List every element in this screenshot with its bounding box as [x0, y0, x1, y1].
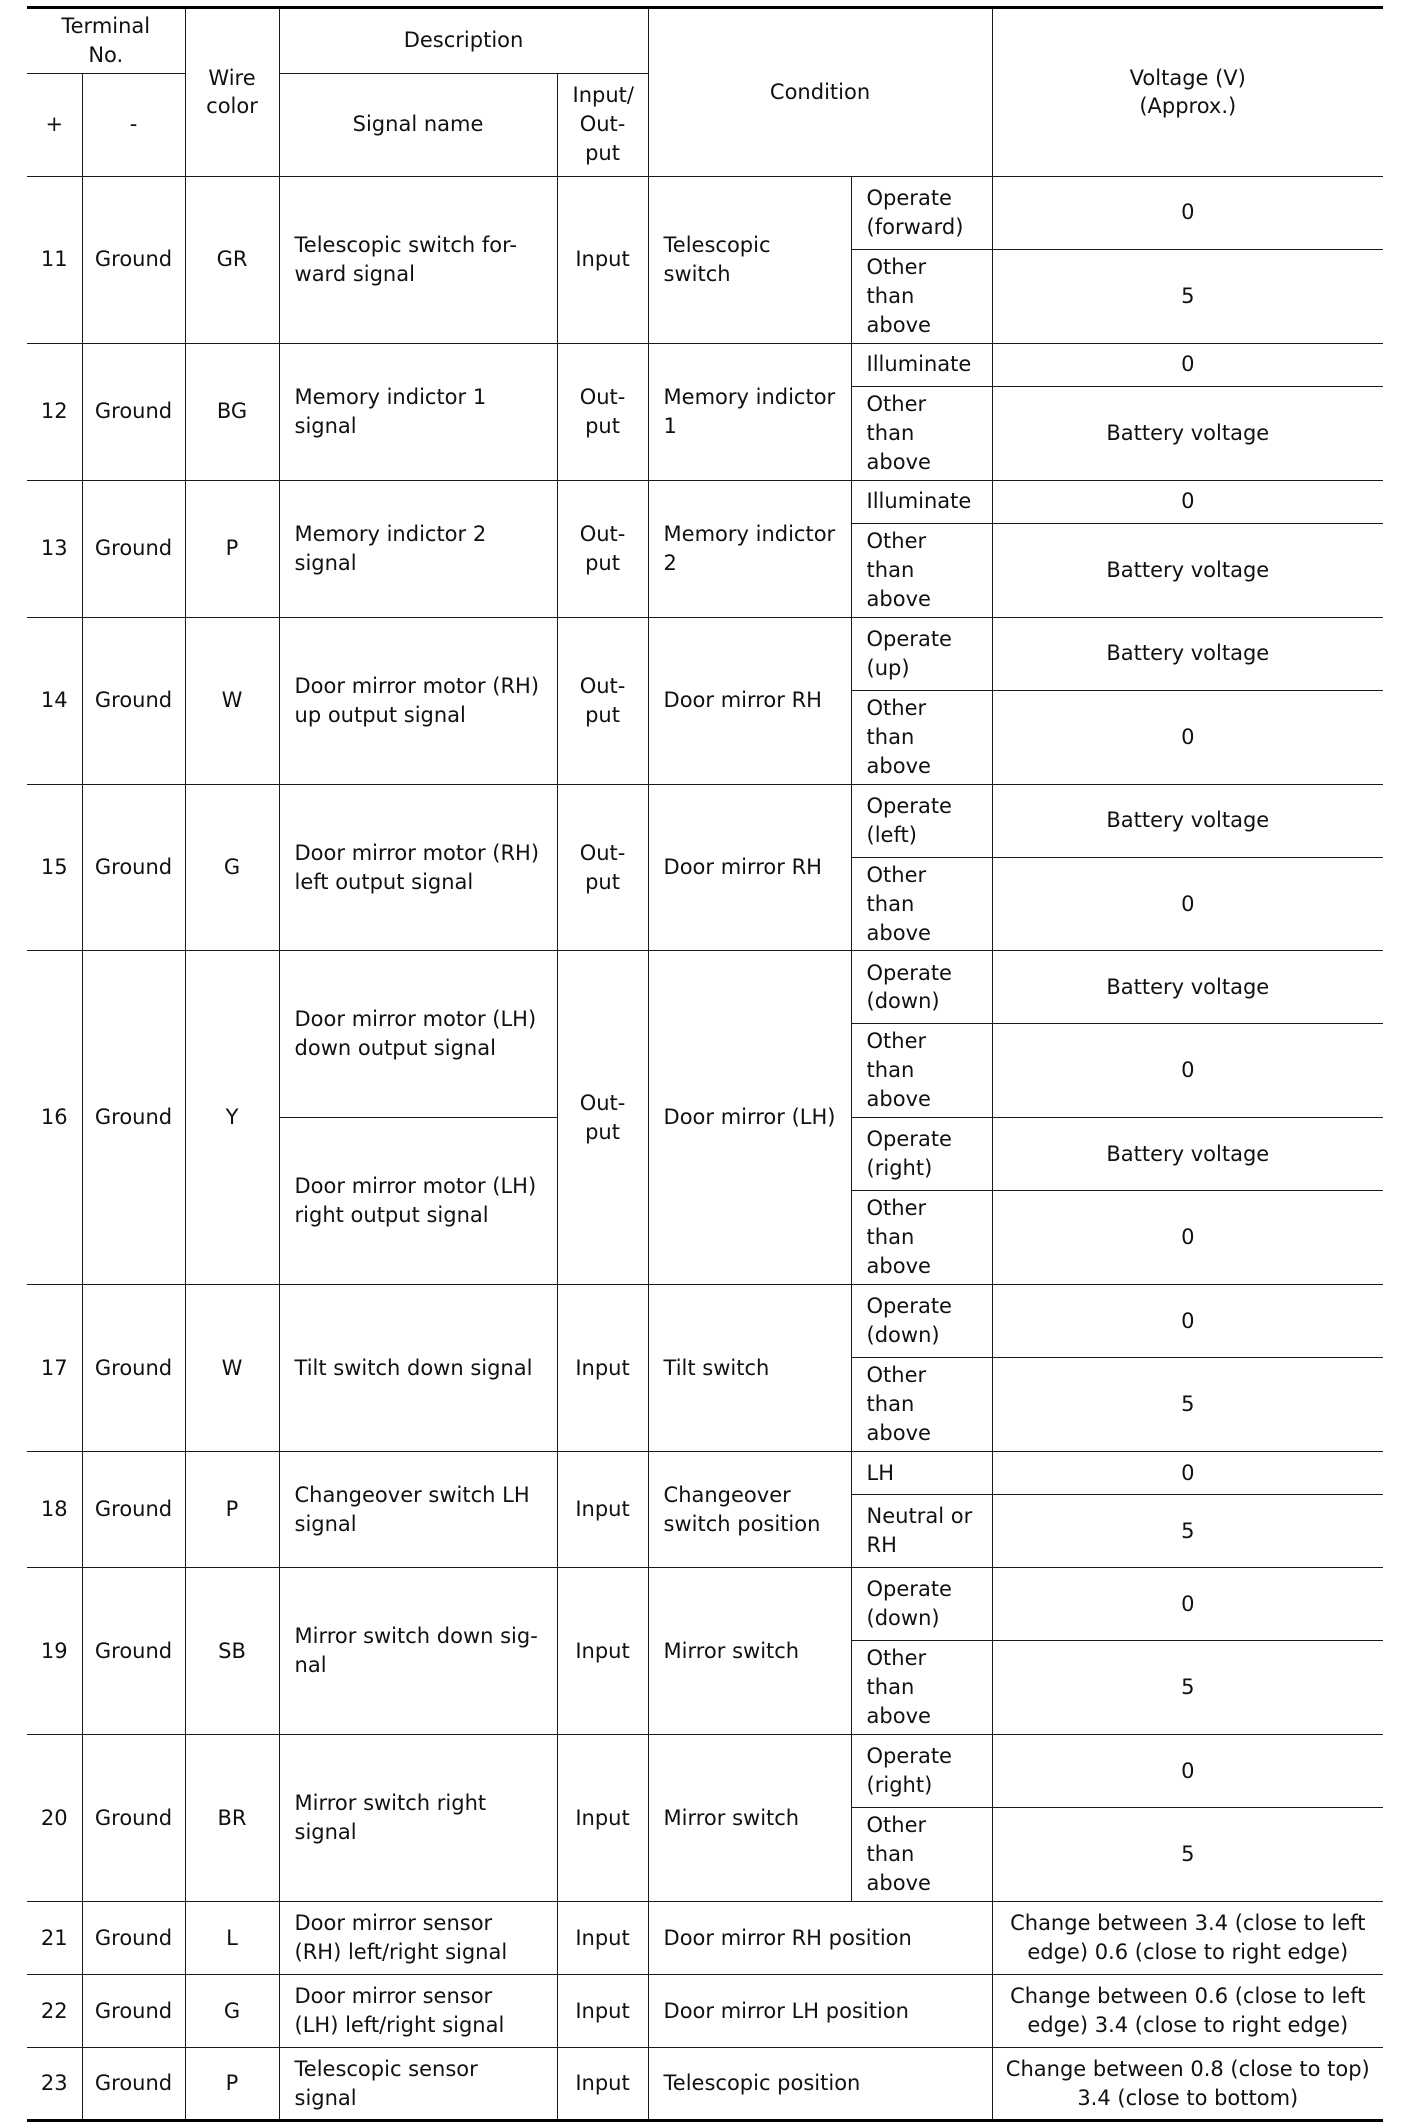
terminal-number: 19: [27, 1568, 82, 1735]
wire-color: GR: [185, 176, 279, 343]
io-type: Input: [557, 1285, 648, 1452]
terminal-number: 12: [27, 343, 82, 480]
condition-state: Operate (forward): [851, 176, 992, 249]
wire-color: P: [185, 480, 279, 617]
signal-name: Telescopic sensor signal: [279, 2048, 557, 2121]
io-type: Input: [557, 176, 648, 343]
wire-color: P: [185, 1452, 279, 1568]
signal-name: Memory indictor 2 signal: [279, 480, 557, 617]
terminal-number: 17: [27, 1285, 82, 1452]
terminal-number: 11: [27, 176, 82, 343]
condition-state: Neutral or RH: [851, 1495, 992, 1568]
condition-state: Other than above: [851, 386, 992, 480]
voltage-value: Battery voltage: [992, 523, 1383, 617]
voltage-value: 5: [992, 1358, 1383, 1452]
voltage-value: 0: [992, 690, 1383, 784]
ground-cell: Ground: [82, 480, 185, 617]
io-type: Input: [557, 1975, 648, 2048]
voltage-value: 0: [992, 1735, 1383, 1808]
condition-state: Other than above: [851, 690, 992, 784]
ground-cell: Ground: [82, 2048, 185, 2121]
condition-state: Operate (up): [851, 617, 992, 690]
ground-cell: Ground: [82, 1975, 185, 2048]
condition-state: Other than above: [851, 1024, 992, 1118]
signal-name: Telescopic switch for- ward signal: [279, 176, 557, 343]
voltage-value: 0: [992, 1285, 1383, 1358]
terminal-number: 22: [27, 1975, 82, 2048]
io-type: Input: [557, 1568, 648, 1735]
condition-state: Operate (down): [851, 1568, 992, 1641]
voltage-value: Change between 3.4 (close to left edge) 0.6 (close to right edge): [992, 1902, 1383, 1975]
io-type: Out- put: [557, 951, 648, 1285]
voltage-value: Battery voltage: [992, 386, 1383, 480]
io-type: Input: [557, 2048, 648, 2121]
header-signal-name: Signal name: [279, 73, 557, 176]
header-plus: +: [27, 73, 82, 176]
voltage-value: Battery voltage: [992, 784, 1383, 857]
condition-name: Door mirror RH: [648, 617, 851, 784]
voltage-value: 0: [992, 1452, 1383, 1495]
io-type: Out- put: [557, 784, 648, 951]
condition-name: Memory indictor 2: [648, 480, 851, 617]
header-condition: Condition: [648, 8, 992, 177]
voltage-value: 0: [992, 480, 1383, 523]
condition-name: Door mirror LH position: [648, 1975, 992, 2048]
voltage-value: 5: [992, 1495, 1383, 1568]
condition-state: Operate (left): [851, 784, 992, 857]
voltage-value: Change between 0.6 (close to left edge) 3.4 (close to right edge): [992, 1975, 1383, 2048]
condition-state: Operate (right): [851, 1118, 992, 1191]
header-terminal-no: Terminal No.: [27, 8, 185, 74]
wire-color: W: [185, 617, 279, 784]
condition-name: Changeover switch position: [648, 1452, 851, 1568]
ground-cell: Ground: [82, 617, 185, 784]
signal-name: Mirror switch right signal: [279, 1735, 557, 1902]
condition-state: Operate (down): [851, 1285, 992, 1358]
condition-state: Operate (down): [851, 951, 992, 1024]
voltage-value: Battery voltage: [992, 617, 1383, 690]
wire-color: L: [185, 1902, 279, 1975]
io-type: Input: [557, 1735, 648, 1902]
condition-state: Other than above: [851, 1358, 992, 1452]
ground-cell: Ground: [82, 1902, 185, 1975]
header-description: Description: [279, 8, 648, 74]
io-type: Input: [557, 1452, 648, 1568]
voltage-value: Battery voltage: [992, 1118, 1383, 1191]
terminal-table: [27, 6, 1383, 2122]
ground-cell: Ground: [82, 1568, 185, 1735]
condition-name: Door mirror (LH): [648, 951, 851, 1285]
signal-name: Door mirror motor (LH) down output signal: [279, 951, 557, 1118]
terminal-number: 16: [27, 951, 82, 1285]
io-type: Out- put: [557, 617, 648, 784]
signal-name: Memory indictor 1 signal: [279, 343, 557, 480]
voltage-value: 0: [992, 176, 1383, 249]
signal-name: Door mirror sensor (RH) left/right signal: [279, 1902, 557, 1975]
condition-state: Other than above: [851, 857, 992, 951]
signal-name: Changeover switch LH signal: [279, 1452, 557, 1568]
condition-name: Mirror switch: [648, 1568, 851, 1735]
signal-name: Mirror switch down sig- nal: [279, 1568, 557, 1735]
condition-name: Door mirror RH position: [648, 1902, 992, 1975]
io-type: Input: [557, 1902, 648, 1975]
voltage-value: 5: [992, 249, 1383, 343]
terminal-number: 14: [27, 617, 82, 784]
signal-name: Door mirror sensor (LH) left/right signal: [279, 1975, 557, 2048]
ground-cell: Ground: [82, 1285, 185, 1452]
ground-cell: Ground: [82, 176, 185, 343]
voltage-value: 0: [992, 1568, 1383, 1641]
header-wire-color: Wire color: [185, 8, 279, 177]
ground-cell: Ground: [82, 784, 185, 951]
ground-cell: Ground: [82, 343, 185, 480]
wire-color: BR: [185, 1735, 279, 1902]
condition-state: Other than above: [851, 1191, 992, 1285]
condition-name: Door mirror RH: [648, 784, 851, 951]
wire-color: G: [185, 784, 279, 951]
condition-name: Tilt switch: [648, 1285, 851, 1452]
condition-state: Other than above: [851, 523, 992, 617]
terminal-number: 13: [27, 480, 82, 617]
condition-name: Telescopic position: [648, 2048, 992, 2121]
condition-state: Other than above: [851, 1641, 992, 1735]
header-minus: -: [82, 73, 185, 176]
condition-name: Mirror switch: [648, 1735, 851, 1902]
wire-color: W: [185, 1285, 279, 1452]
voltage-value: 0: [992, 1191, 1383, 1285]
terminal-number: 21: [27, 1902, 82, 1975]
terminal-number: 23: [27, 2048, 82, 2121]
voltage-value: Change between 0.8 (close to top) 3.4 (close to bottom): [992, 2048, 1383, 2121]
condition-state: Illuminate: [851, 480, 992, 523]
io-type: Out- put: [557, 480, 648, 617]
terminal-number: 18: [27, 1452, 82, 1568]
signal-name: Door mirror motor (RH) left output signal: [279, 784, 557, 951]
voltage-value: 5: [992, 1808, 1383, 1902]
header-voltage: Voltage (V) (Approx.): [992, 8, 1383, 177]
ground-cell: Ground: [82, 951, 185, 1285]
terminal-number: 20: [27, 1735, 82, 1902]
ground-cell: Ground: [82, 1735, 185, 1902]
condition-name: Memory indictor 1: [648, 343, 851, 480]
io-type: Out- put: [557, 343, 648, 480]
wire-color: Y: [185, 951, 279, 1285]
condition-state: Illuminate: [851, 343, 992, 386]
signal-name: Door mirror motor (LH) right output signal: [279, 1118, 557, 1285]
voltage-value: 0: [992, 857, 1383, 951]
wire-color: SB: [185, 1568, 279, 1735]
voltage-value: 0: [992, 1024, 1383, 1118]
signal-name: Door mirror motor (RH) up output signal: [279, 617, 557, 784]
header-input-output: Input/ Out- put: [557, 73, 648, 176]
voltage-value: Battery voltage: [992, 951, 1383, 1024]
condition-name: Telescopic switch: [648, 176, 851, 343]
condition-state: Operate (right): [851, 1735, 992, 1808]
condition-state: LH: [851, 1452, 992, 1495]
voltage-value: 5: [992, 1641, 1383, 1735]
ground-cell: Ground: [82, 1452, 185, 1568]
wire-color: G: [185, 1975, 279, 2048]
condition-state: Other than above: [851, 1808, 992, 1902]
condition-state: Other than above: [851, 249, 992, 343]
wire-color: BG: [185, 343, 279, 480]
terminal-number: 15: [27, 784, 82, 951]
wire-color: P: [185, 2048, 279, 2121]
signal-name: Tilt switch down signal: [279, 1285, 557, 1452]
voltage-value: 0: [992, 343, 1383, 386]
